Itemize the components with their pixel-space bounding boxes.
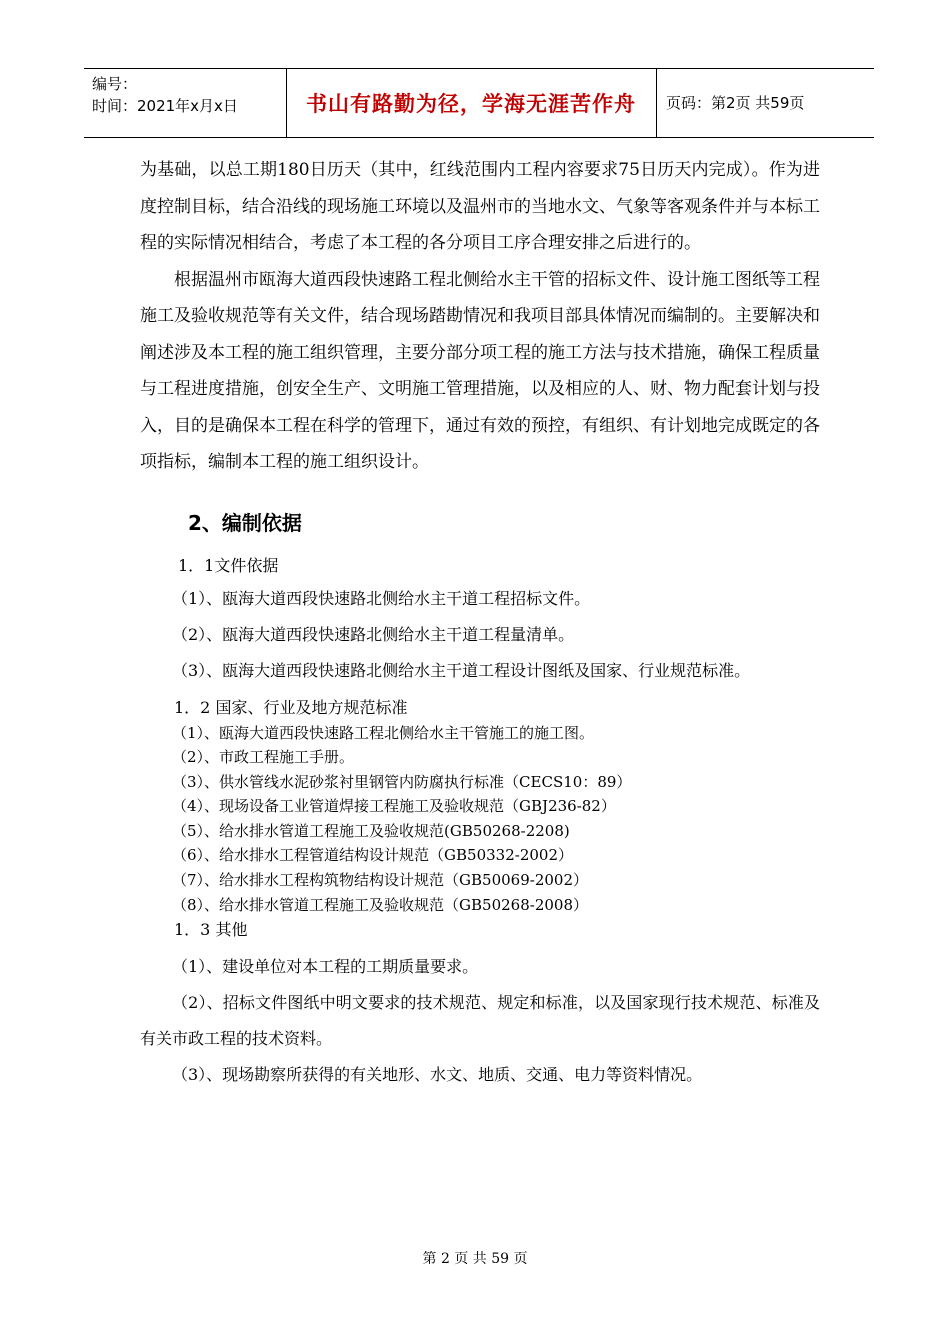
header-divider xyxy=(656,69,657,137)
list-item: （6）、给水排水工程管道结构设计规范（GB50332-2002） xyxy=(172,846,574,865)
list-item: （1）、瓯海大道西段快速路工程北侧给水主干管施工的施工图。 xyxy=(172,723,595,742)
list-item: （2）、招标文件图纸中明文要求的技术规范、规定和标准，以及国家现行技术规范、标准及有关市政工程的技术资料。 xyxy=(140,993,820,1049)
list-item: （8）、给水排水管道工程施工及验收规范（GB50268-2008） xyxy=(172,895,589,914)
list-item: （1）、瓯海大道西段快速路北侧给水主干道工程招标文件。 xyxy=(172,588,591,608)
page-footer: 第 2 页 共 59 页 xyxy=(422,1251,528,1267)
list-item: （2）、瓯海大道西段快速路北侧给水主干道工程量清单。 xyxy=(172,624,575,644)
subsection-title: 1．1文件依据 xyxy=(178,555,279,575)
list-item: （5）、给水排水管道工程施工及验收规范(GB50268-2208) xyxy=(172,821,570,840)
list-item: （4）、现场设备工业管道焊接工程施工及验收规范（GBJ236-82） xyxy=(172,797,616,816)
header-meta xyxy=(92,73,284,117)
list-item: （3）、现场勘察所获得的有关地形、水文、地质、交通、电力等资料情况。 xyxy=(172,1065,703,1085)
subsection-title: 1．2 国家、行业及地方规范标准 xyxy=(174,697,408,717)
section-heading: 2、编制依据 xyxy=(188,510,302,535)
list-item: （7）、给水排水工程构筑物结构设计规范（GB50069-2002） xyxy=(172,871,589,890)
header-motto: 书山有路勤为径，学海无涯苦作舟 xyxy=(306,92,636,116)
document-body xyxy=(140,152,820,1093)
time-label: 时间：2021年x月x日 xyxy=(92,97,238,115)
paragraph: 为基础，以总工期180日历天（其中，红线范围内工程内容要求75日历天内完成）。作为进度控制目标，结合沿线的现场施工环境以及温州市的当地水文、气象等客观条件并与本标工程的实际情况相结合，考虑了本工程的各分项目工序合理安排之后进行的。 xyxy=(140,160,820,253)
page-header xyxy=(84,68,874,138)
paragraph: 根据温州市瓯海大道西段快速路工程北侧给水主干管的招标文件、设计施工图纸等工程施工及验收规范等有关文件，结合现场踏勘情况和我项目部具体情况而编制的。主要解决和阐述涉及本工程的施工组织管理，主要分部分项工程的施工方法与技术措施，确保工程质量与工程进度措施，创安全生产、文明施工管理措施，以及相应的人、财、物力配套计划与投入，目的是确保本工程在科学的管理下，通过有效的预控，有组织、有计划地完成既定的各项指标，编制本工程的施工组织设计。 xyxy=(140,269,820,472)
list-item: （2）、市政工程施工手册。 xyxy=(172,748,355,767)
list-item: （3）、瓯海大道西段快速路北侧给水主干道工程设计图纸及国家、行业规范标准。 xyxy=(172,660,751,680)
list-item: （3）、供水管线水泥砂浆衬里钢管内防腐执行标准（CECS10：89） xyxy=(172,772,632,791)
list-item: （1）、建设单位对本工程的工期质量要求。 xyxy=(172,957,479,977)
header-page-label: 页码：第2页 共59页 xyxy=(666,94,805,112)
subsection-title: 1．3 其他 xyxy=(174,920,248,940)
number-label: 编号： xyxy=(92,75,138,93)
